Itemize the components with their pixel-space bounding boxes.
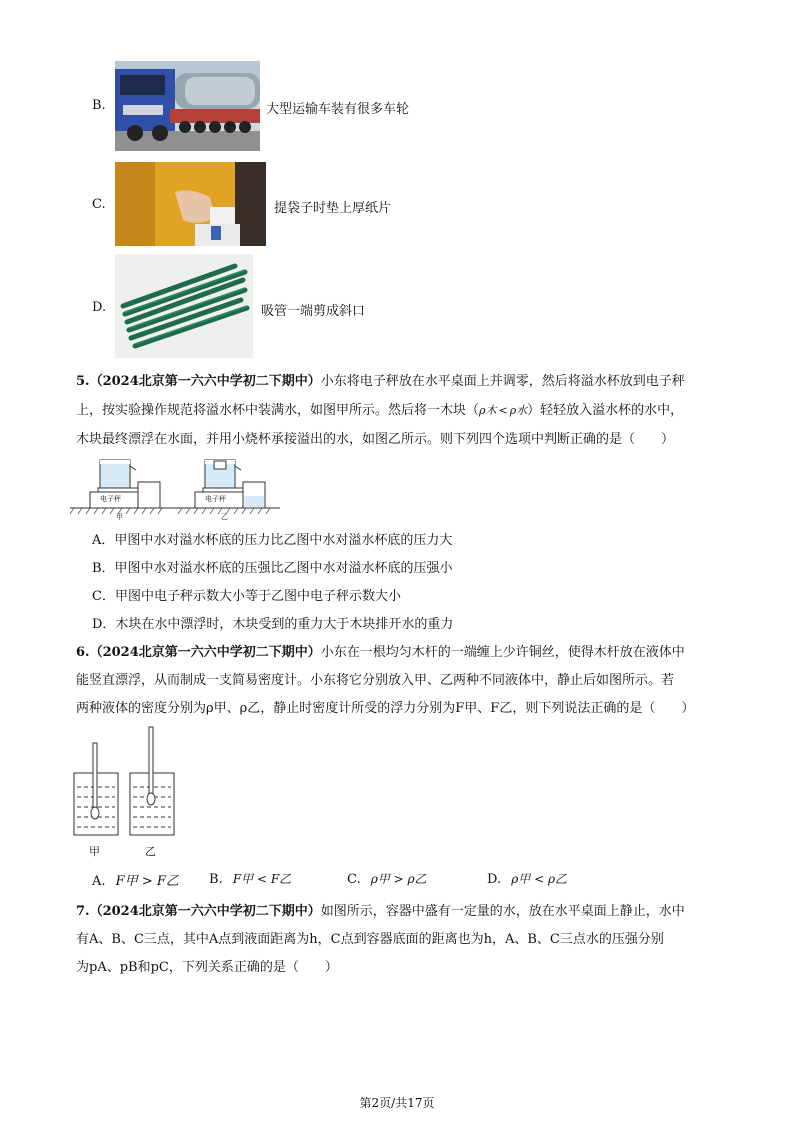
bag-photo	[115, 162, 266, 246]
q6-answer-b-letter: B.	[209, 872, 223, 887]
rho-water: ρ水	[509, 404, 528, 417]
q5-number: 5.	[76, 374, 90, 389]
q7-number: 7.	[76, 904, 90, 919]
q5-scale-a-label: 电子秤	[100, 495, 121, 503]
q5-answer-b: B．甲图中水对溢水杯底的压强比乙图中水对溢水杯底的压强小	[92, 561, 453, 576]
q5-figure	[70, 452, 280, 520]
q6-line2: 能竖直漂浮，从而制成一支简易密度计。小东将它分别放入甲、乙两种不同液体中，静止后如图所示。若	[76, 673, 675, 688]
q6-source: （2024北京第一六六中学初二下期中）	[89, 645, 321, 660]
q7-source: （2024北京第一六六中学初二下期中）	[89, 904, 321, 919]
q5-line2	[76, 399, 683, 418]
q7-line1	[76, 900, 685, 919]
q6-number: 6.	[76, 645, 90, 660]
q6-answer-a	[92, 870, 179, 889]
q6-figure	[72, 725, 182, 843]
q7-text-1: 如图所示，容器中盛有一定量的水，放在水平桌面上静止，水中	[320, 904, 685, 919]
less-than: <	[498, 404, 508, 417]
q6-answer-d	[487, 870, 567, 887]
q6-fig-label-a: 甲	[89, 845, 100, 858]
option-d-letter: D.	[92, 300, 107, 315]
q5-source: （2024北京第一六六中学初二下期中）	[89, 374, 321, 389]
q5-line1	[76, 370, 685, 389]
q6-answer-b	[209, 870, 291, 887]
q5-text-2: 上，按实验操作规范将溢水杯中装满水，如图甲所示。然后将一木块（	[76, 403, 480, 418]
option-b-text: 大型运输车装有很多车轮	[266, 102, 410, 117]
straws-photo	[115, 254, 253, 358]
option-d-text: 吸管一端剪成斜口	[261, 304, 366, 319]
q5-answer-d: D．木块在水中漂浮时，木块受到的重力大于木块排开水的重力	[92, 617, 454, 632]
q6-answer-c	[347, 870, 427, 887]
q6-answer-a-expr: F甲 > F乙	[115, 874, 179, 889]
q6-answer-c-letter: C.	[347, 872, 361, 887]
q5-line3: 木块最终漂浮在水面，并用小烧杯承接溢出的水，如图乙所示。则下列四个选项中判断正确的是（ ）	[76, 432, 675, 447]
q5-answer-a: A．甲图中水对溢水杯底的压力比乙图中水对溢水杯底的压力大	[92, 533, 453, 548]
rho-wood: ρ木	[479, 404, 497, 417]
q5-text-1: 小东将电子秤放在水平桌面上并调零，然后将溢水杯放到电子秤	[320, 374, 685, 389]
truck-photo	[115, 61, 260, 151]
q5-fig-label-a: 甲	[116, 513, 123, 521]
q6-line1	[76, 641, 685, 660]
q6-answer-a-letter: A.	[92, 874, 106, 889]
q6-answer-b-expr: F甲 < F乙	[232, 872, 292, 886]
q6-text-1: 小东在一根均匀木杆的一端缠上少许铜丝，使得木杆放在液体中	[320, 645, 685, 660]
q6-answer-d-letter: D.	[487, 872, 502, 887]
option-c-text: 提袋子时垫上厚纸片	[274, 201, 392, 216]
q7-line3: 为pA、pB和pC，下列关系正确的是（ ）	[76, 960, 338, 975]
option-c-letter: C.	[92, 197, 106, 212]
option-b-letter: B.	[92, 98, 106, 113]
q5-fig-label-b: 乙	[221, 513, 228, 521]
page-footer: 第2页/共17页	[359, 1096, 435, 1110]
q6-answer-c-expr: ρ甲 > ρ乙	[370, 872, 427, 886]
q5-scale-b-label: 电子秤	[205, 495, 226, 503]
q6-answer-d-expr: ρ甲 < ρ乙	[511, 872, 568, 886]
q5-answer-c: C．甲图中电子秤示数大小等于乙图中电子秤示数大小	[92, 589, 401, 604]
q6-fig-label-b: 乙	[145, 845, 156, 858]
q5-text-2-end: ）轻轻放入溢水杯的水中，	[527, 403, 684, 418]
q6-line3: 两种液体的密度分别为ρ甲、ρ乙，静止时密度计所受的浮力分别为F甲、F乙，则下列说法正确的是（ ）	[76, 701, 695, 716]
q7-line2: 有A、B、C三点，其中A点到液面距离为h，C点到容器底面的距离也为h，A、B、C三点水的压强分别	[76, 932, 664, 947]
